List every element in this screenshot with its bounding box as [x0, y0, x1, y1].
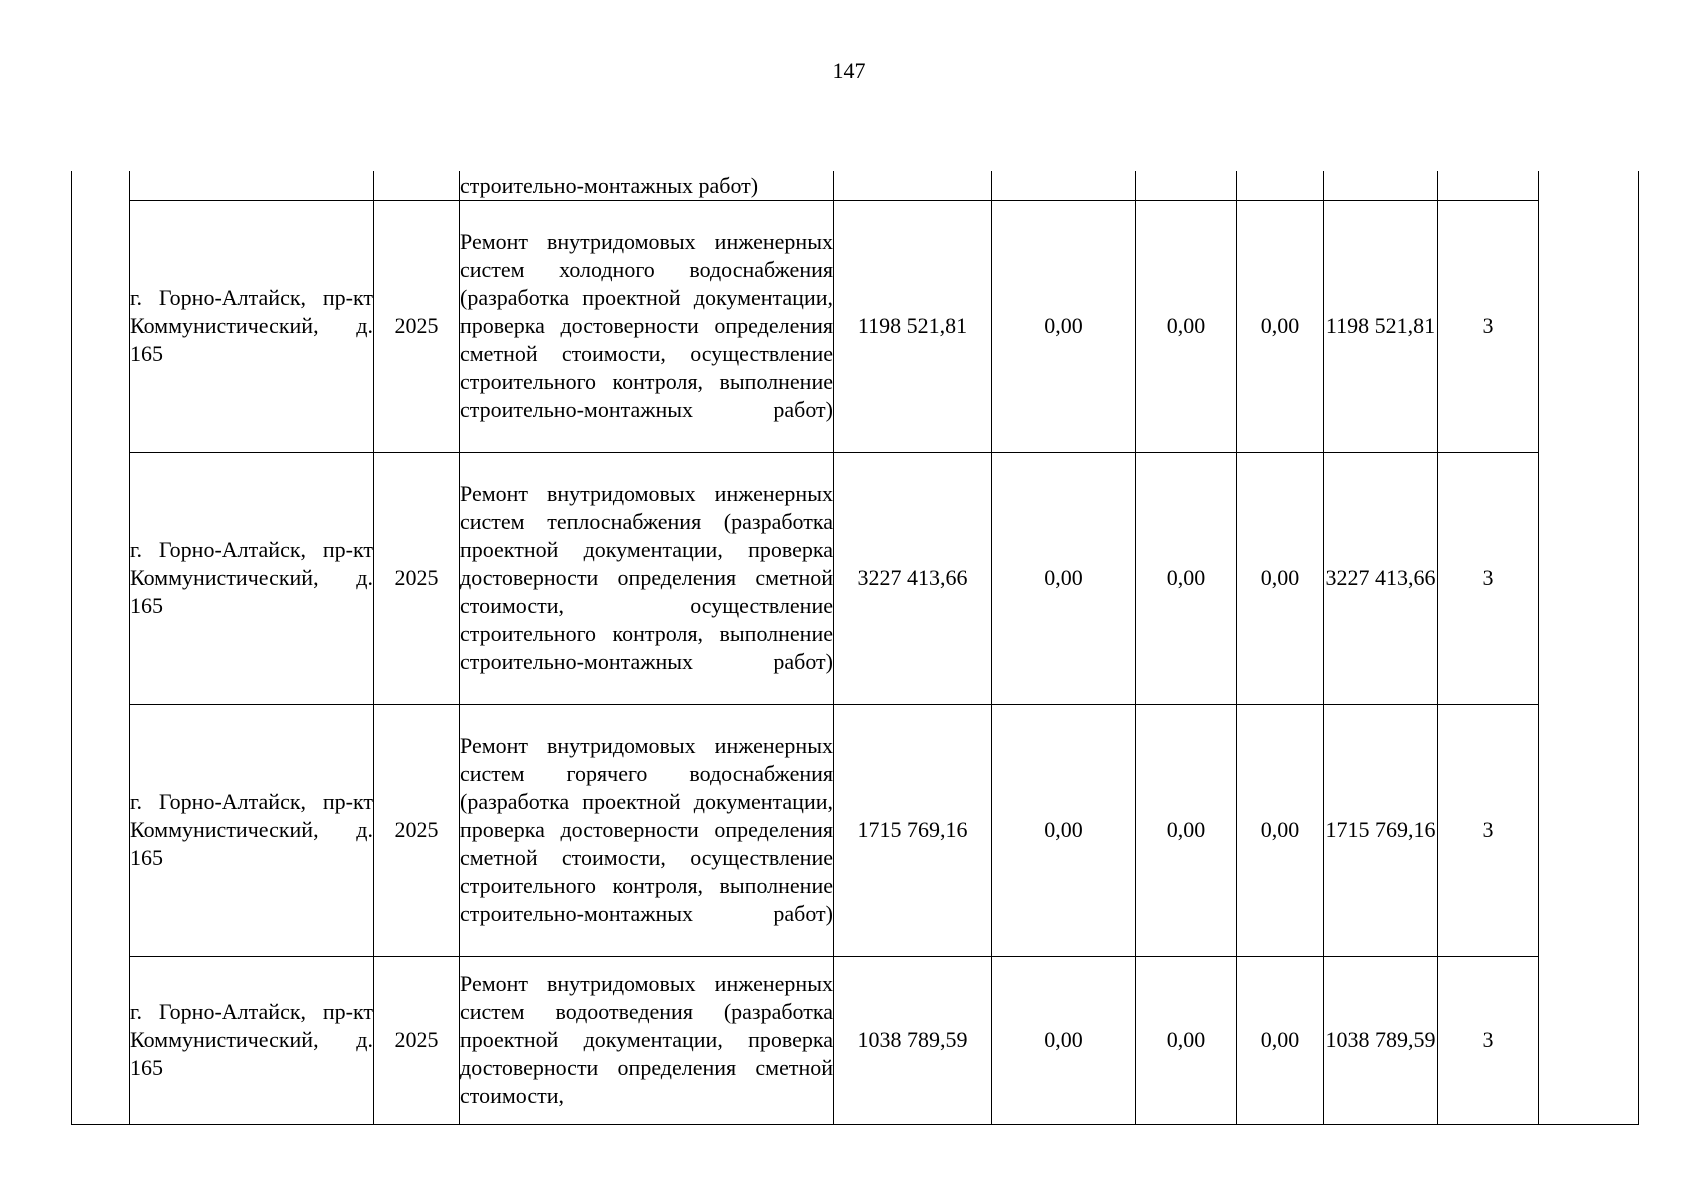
code-cell: 3 [1438, 704, 1539, 956]
total-cost-cell: 1198 521,81 [834, 200, 992, 452]
value-cell: 0,00 [992, 452, 1136, 704]
total-cost-cell: 1715 769,16 [834, 704, 992, 956]
owner-funds-cell: 3227 413,66 [1324, 452, 1438, 704]
owner-funds-cell: 1038 789,59 [1324, 956, 1438, 1124]
address-cell: г. Горно-Алтайск, пр-кт Коммунистический, д. 165 [130, 452, 374, 704]
table-cell [374, 171, 460, 200]
continuation-text: строительно-монтажных работ) [460, 171, 834, 200]
value-cell: 0,00 [1136, 452, 1237, 704]
merged-index-cell [72, 171, 130, 1124]
owner-funds-cell: 1715 769,16 [1324, 704, 1438, 956]
value-cell: 0,00 [1237, 704, 1324, 956]
address-cell: г. Горно-Алтайск, пр-кт Коммунистический, д. 165 [130, 704, 374, 956]
description-cell: Ремонт внутридомовых инженерных систем теплоснабжения (разработка проектной документации, проверка достоверности определения сметной стоимости, осуществление строительного контроля, выполнение строительно-монтажных работ) [460, 452, 834, 704]
repair-works-table [71, 171, 1639, 1125]
code-cell: 3 [1438, 200, 1539, 452]
address-cell: г. Горно-Алтайск, пр-кт Коммунистический, д. 165 [130, 200, 374, 452]
table-cell [1237, 171, 1324, 200]
value-cell: 0,00 [1237, 956, 1324, 1124]
description-cell: Ремонт внутридомовых инженерных систем водоотведения (разработка проектной документации, проверка достоверности определения сметной стоимости, [460, 956, 834, 1124]
value-cell: 0,00 [992, 704, 1136, 956]
table-cell [1324, 171, 1438, 200]
total-cost-cell: 1038 789,59 [834, 956, 992, 1124]
merged-last-cell [1539, 171, 1639, 1124]
year-cell: 2025 [374, 452, 460, 704]
table-row [72, 956, 1639, 1124]
value-cell: 0,00 [1237, 452, 1324, 704]
address-cell: г. Горно-Алтайск, пр-кт Коммунистический, д. 165 [130, 956, 374, 1124]
value-cell: 0,00 [1136, 704, 1237, 956]
year-cell: 2025 [374, 956, 460, 1124]
table-cell [130, 171, 374, 200]
year-cell: 2025 [374, 704, 460, 956]
code-cell: 3 [1438, 452, 1539, 704]
table-cell [992, 171, 1136, 200]
description-cell: Ремонт внутридомовых инженерных систем горячего водоснабжения (разработка проектной документации, проверка достоверности определения сметной стоимости, осуществление строительного контроля, выполнение строительно-монтажных работ) [460, 704, 834, 956]
table-cell [1136, 171, 1237, 200]
value-cell: 0,00 [992, 200, 1136, 452]
table-row-continuation [72, 171, 1639, 200]
table-cell [834, 171, 992, 200]
table-row [72, 200, 1639, 452]
total-cost-cell: 3227 413,66 [834, 452, 992, 704]
table-row [72, 704, 1639, 956]
code-cell: 3 [1438, 956, 1539, 1124]
table-cell [1438, 171, 1539, 200]
page-number: 147 [832, 58, 866, 83]
table-row [72, 452, 1639, 704]
value-cell: 0,00 [992, 956, 1136, 1124]
value-cell: 0,00 [1136, 956, 1237, 1124]
year-cell: 2025 [374, 200, 460, 452]
owner-funds-cell: 1198 521,81 [1324, 200, 1438, 452]
description-cell: Ремонт внутридомовых инженерных систем холодного водоснабжения (разработка проектной документации, проверка достоверности определения сметной стоимости, осуществление строительного контроля, выполнение строительно-монтажных работ) [460, 200, 834, 452]
value-cell: 0,00 [1136, 200, 1237, 452]
value-cell: 0,00 [1237, 200, 1324, 452]
